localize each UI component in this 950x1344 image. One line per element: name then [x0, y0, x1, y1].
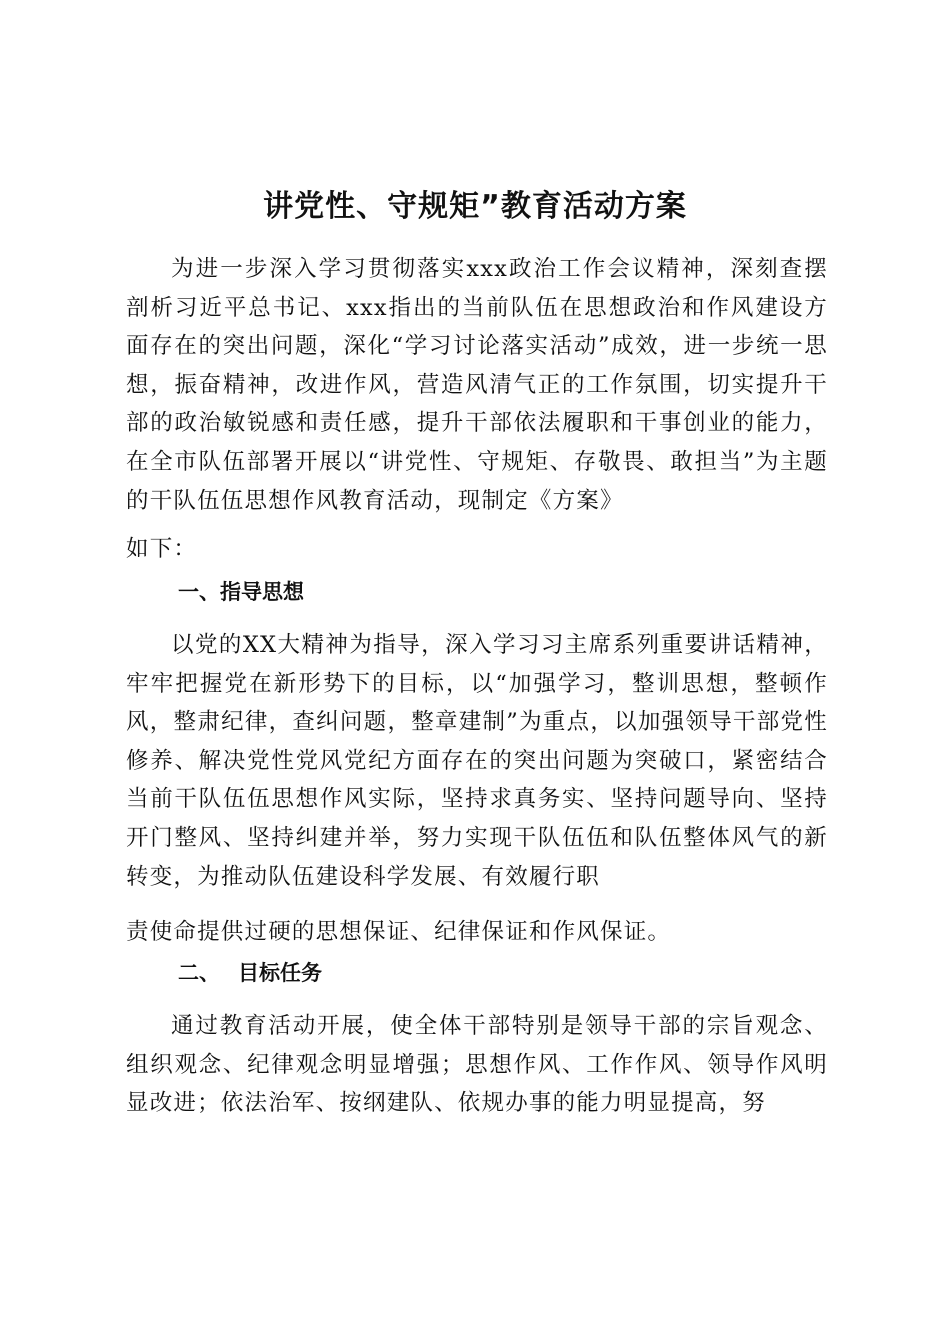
guiding-thought-paragraph-tail: 责使命提供过硬的思想保证、纪律保证和作风保证。	[126, 919, 672, 945]
intro-paragraph-tail: 如下：	[126, 536, 198, 562]
section-heading-guiding-thought: 一、指导思想	[178, 580, 304, 604]
section-heading-goals-text: 目标任务	[238, 961, 322, 985]
goals-paragraph: 通过教育活动开展，使全体干部特别是领导干部的宗旨观念、组织观念、纪律观念明显增强；思想作风、工作作风、领导作风明显改进；依法治军、按纲建队、依规办事的能力明显提高，努	[126, 1013, 828, 1117]
intro-paragraph: 为进一步深入学习贯彻落实xxx政治工作会议精神，深刻查摆剖析习近平总书记、xxx指出的当前队伍在思想政治和作风建设方面存在的突出问题，深化“学习讨论落实活动”成效，进一步统一思想，振奋精神，改进作风，营造风清气正的工作氛围，切实提升干部的政治敏锐感和责任感，提升干部依法履职和干事创业的能力，在全市队伍部署开展以“讲党性、守规矩、存敬畏、敢担当”为主题的干队伍伍思想作风教育活动，现制定《方案》	[126, 256, 828, 514]
section-heading-goals	[178, 958, 322, 988]
section-heading-goals-number: 二、	[178, 961, 220, 985]
document-title: 讲党性、守规矩”教育活动方案	[263, 189, 687, 224]
guiding-thought-paragraph: 以党的XX大精神为指导，深入学习习主席系列重要讲话精神，牢牢把握党在新形势下的目标，以“加强学习，整训思想，整顿作风，整肃纪律，查纠问题，整章建制”为重点，以加强领导干部党性修养、解决党性党风党纪方面存在的突出问题为突破口，紧密结合当前干队伍伍思想作风实际，坚持求真务实、坚持问题导向、坚持开门整风、坚持纠建并举，努力实现干队伍伍和队伍整体风气的新转变，为推动队伍建设科学发展、有效履行职	[126, 632, 828, 890]
